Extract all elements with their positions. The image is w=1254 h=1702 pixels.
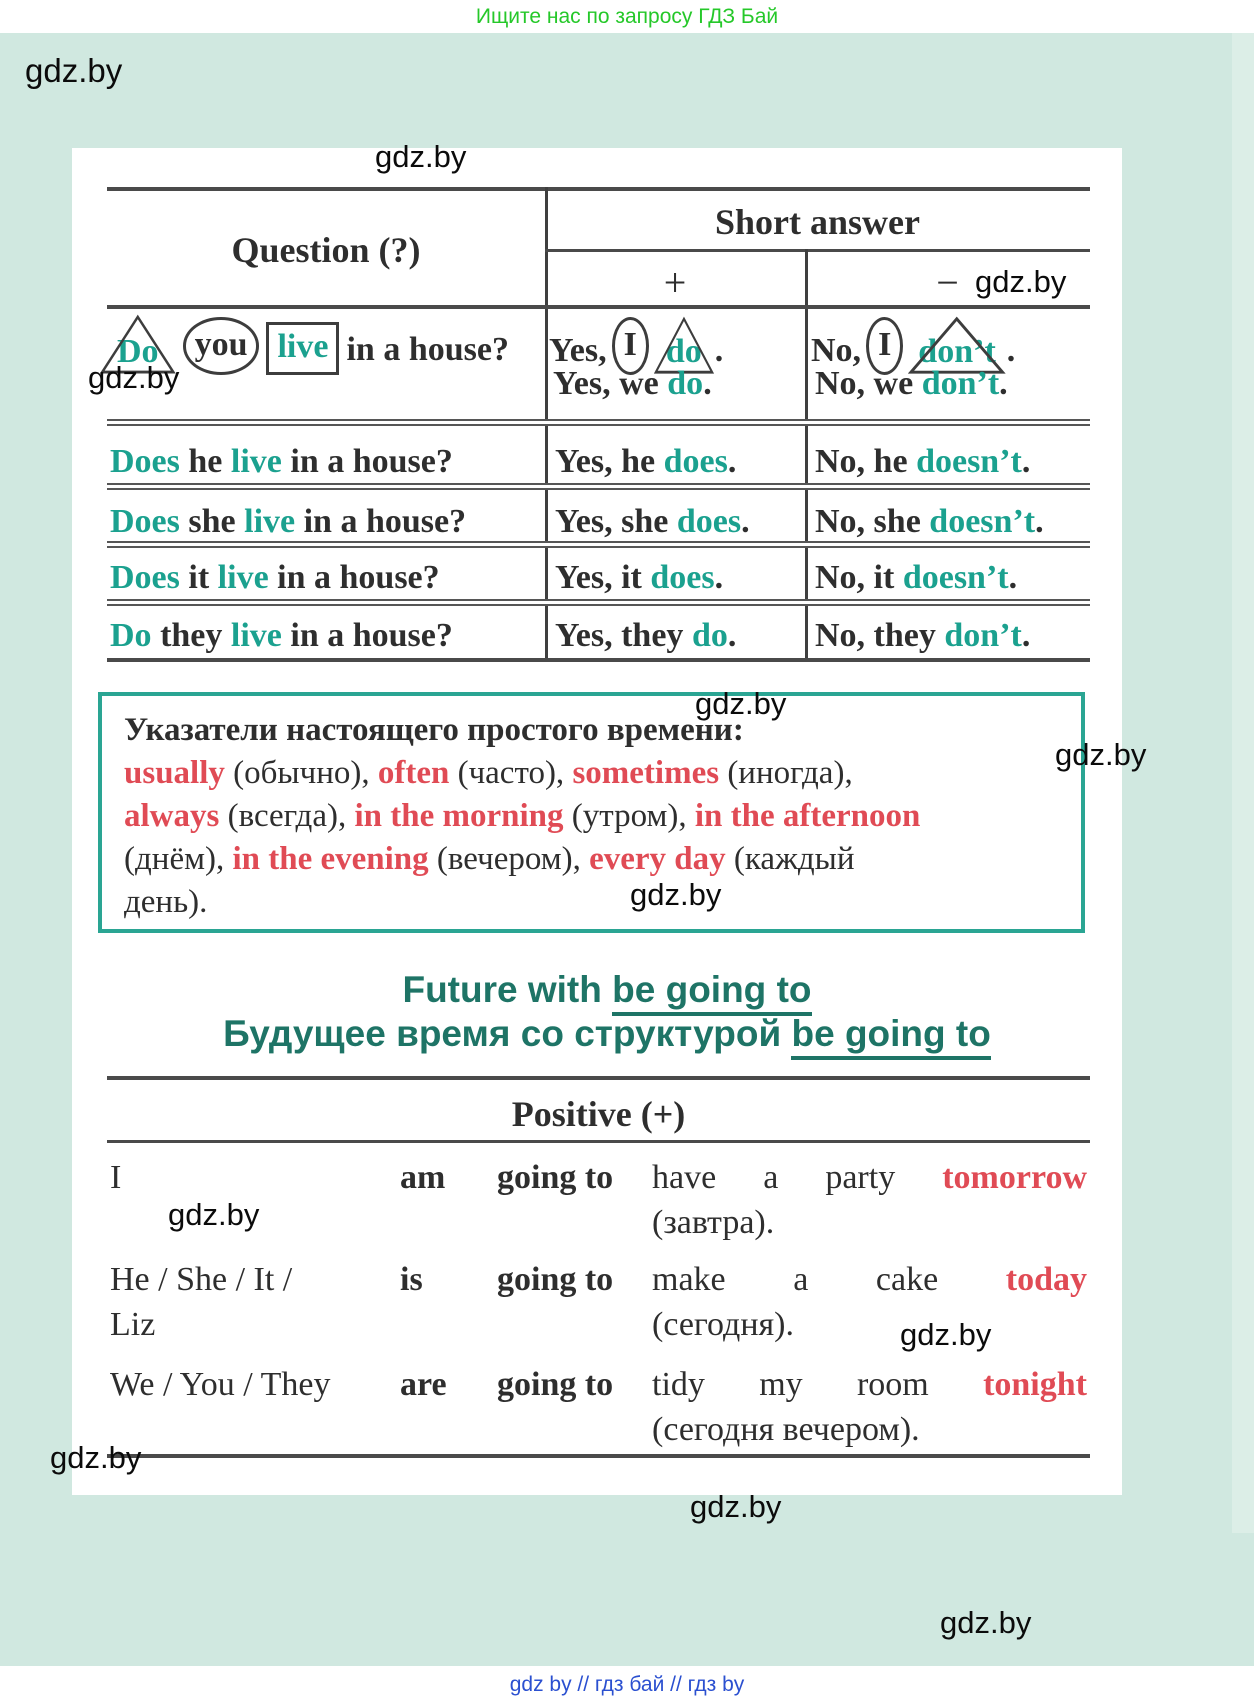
verb-word: live — [244, 503, 296, 540]
marker-word: in the morning — [354, 798, 564, 834]
table-row-separator — [107, 419, 1090, 426]
subject-word: she — [179, 503, 245, 540]
marker-word: every day — [589, 841, 726, 877]
gdz-watermark: gdz.by — [690, 1489, 782, 1524]
marker-word: often — [377, 755, 450, 791]
short-answer-header: Short answer — [715, 202, 920, 242]
marker-translation: (обычно), — [224, 755, 378, 791]
verb-word: does — [663, 443, 728, 480]
period: . — [1021, 443, 1031, 480]
heading-underlined: be going to — [612, 969, 811, 1016]
period: . — [1035, 503, 1044, 540]
positive-going-to: going to — [497, 1159, 614, 1196]
predicate-word: have — [652, 1159, 717, 1196]
verb-word: live — [230, 617, 282, 654]
gdz-watermark: gdz.by — [900, 1317, 992, 1352]
marker-translation: (часто), — [449, 755, 573, 791]
marker-translation: (утром), — [563, 798, 695, 834]
subject-word: they — [151, 617, 231, 654]
page-card — [72, 148, 1122, 1495]
qa-row1-no-line2 — [815, 362, 1008, 406]
period: . — [741, 503, 750, 540]
predicate-word: a — [793, 1261, 809, 1298]
period: . — [1021, 617, 1031, 654]
banner-text: Ищите нас по запросу ГДЗ Бай — [475, 5, 779, 28]
marker-word: in the evening — [232, 841, 429, 877]
heading-text: Future with — [402, 969, 613, 1010]
positive-subject: He / She / It / — [110, 1261, 293, 1298]
marker-word: usually — [124, 755, 225, 791]
gdz-watermark: gdz.by — [88, 360, 180, 395]
aux-word: Do — [117, 333, 159, 370]
plus-header: + — [663, 260, 687, 305]
gdz-watermark: gdz.by — [375, 139, 467, 174]
verb-word: live — [277, 328, 329, 365]
predicate-word: tidy — [652, 1366, 705, 1403]
period: . — [714, 332, 724, 369]
gdz-watermark: gdz.by — [25, 52, 123, 89]
answer-pre: No, he — [815, 443, 917, 480]
question-rest: in a house? — [268, 559, 440, 596]
time-word: today — [1005, 1261, 1087, 1298]
positive-going-to: going to — [497, 1366, 614, 1403]
qa-row-question — [110, 500, 466, 544]
qa-row-yes — [555, 500, 750, 544]
positive-header: Positive (+) — [511, 1094, 686, 1134]
period: . — [703, 365, 712, 402]
marker-translation: (каждый — [725, 841, 855, 877]
footer-bar — [0, 1666, 1254, 1702]
qa-row-no — [815, 500, 1044, 544]
verb-word: doesn’t — [902, 559, 1009, 596]
predicate-word: make — [652, 1261, 726, 1298]
positive-going-to: going to — [497, 1261, 614, 1298]
predicate-word: a — [763, 1159, 779, 1196]
gdz-watermark: gdz.by — [1055, 737, 1147, 772]
answer-pre: Yes, she — [555, 503, 677, 540]
verb-word: do — [667, 365, 704, 402]
subject-word: you — [194, 326, 248, 363]
question-header: Question (?) — [231, 230, 421, 270]
minus-header: − — [936, 260, 959, 305]
verb-word: don’t — [918, 333, 996, 370]
markers-line — [124, 752, 1081, 795]
qa-row-no — [815, 556, 1017, 600]
answer-pre: No, it — [815, 559, 903, 596]
future-heading-en — [107, 968, 1107, 1012]
qa-row-yes — [555, 440, 736, 484]
positive-subject: We / You / They — [110, 1366, 331, 1403]
table-row-separator — [107, 599, 1090, 606]
answer-pre: No, they — [815, 617, 945, 654]
aux-word: Does — [110, 559, 180, 596]
gdz-watermark: gdz.by — [975, 264, 1067, 299]
qa-row-yes — [555, 556, 723, 600]
time-word: tomorrow — [942, 1159, 1087, 1196]
period: . — [727, 443, 737, 480]
verb-word: does — [676, 503, 742, 540]
markers-title: Указатели настоящего простого времени: — [124, 712, 744, 748]
answer-pre: No, she — [815, 503, 930, 540]
positive-predicate — [652, 1363, 1087, 1407]
answer-pre: Yes, they — [555, 617, 692, 654]
predicate-word: cake — [875, 1261, 939, 1298]
question-rest: in a house? — [281, 443, 453, 480]
qa-row-yes — [555, 614, 736, 658]
short-answer-underline — [545, 249, 1090, 252]
marker-word: always — [124, 798, 220, 834]
gdz-watermark: gdz.by — [630, 877, 722, 912]
answer-pre: Yes, it — [555, 559, 651, 596]
qa-row-question — [110, 556, 440, 600]
positive-header-line — [107, 1140, 1090, 1143]
verb-word: live — [230, 443, 282, 480]
positive-bottom-line — [107, 1454, 1090, 1458]
qa-row-no — [815, 614, 1030, 658]
table-row-separator — [107, 483, 1090, 490]
rect-shape — [266, 322, 339, 375]
answer-pre: No, we — [815, 365, 922, 402]
positive-top-line — [107, 1076, 1090, 1080]
heading-underlined: be going to — [791, 1013, 990, 1060]
positive-translation: (сегодня). — [652, 1306, 794, 1343]
period: . — [714, 559, 724, 596]
positive-predicate — [652, 1156, 1087, 1200]
subject-word: it — [179, 559, 218, 596]
predicate-word: room — [856, 1366, 929, 1403]
positive-verb: are — [400, 1366, 447, 1403]
predicate-word: my — [759, 1366, 803, 1403]
positive-subject: I — [110, 1159, 122, 1196]
gdz-watermark: gdz.by — [940, 1605, 1032, 1640]
markers-line — [124, 795, 1081, 838]
verb-word: don’t — [944, 617, 1022, 654]
verb-word: don’t — [921, 365, 1000, 402]
time-word: tonight — [983, 1366, 1087, 1403]
markers-line — [124, 838, 1081, 881]
qa-row1-yes-line2 — [553, 362, 712, 406]
answer-pre: Yes, he — [555, 443, 664, 480]
aux-word: Do — [110, 617, 152, 654]
verb-word: do — [665, 333, 702, 370]
heading-text: Будущее время со структурой — [223, 1013, 792, 1054]
qa-row-question — [110, 614, 453, 658]
predicate-word: party — [825, 1159, 896, 1196]
page-edge-strip — [1232, 33, 1254, 1533]
table-bottom-line — [107, 658, 1090, 662]
top-banner — [0, 0, 1254, 33]
period: . — [1006, 332, 1016, 369]
verb-word: does — [650, 559, 715, 596]
marker-translation: (вечером), — [428, 841, 590, 877]
footer-links: gdz by // гдз бай // гдз by — [509, 1673, 745, 1696]
period: . — [1008, 559, 1018, 596]
marker-translation: (днём), — [124, 841, 233, 877]
circle-shape — [183, 317, 260, 375]
marker-word: sometimes — [572, 755, 720, 791]
question-rest: in a house? — [281, 617, 453, 654]
future-heading-ru — [107, 1012, 1107, 1056]
verb-word: live — [217, 559, 269, 596]
gdz-watermark: gdz.by — [168, 1197, 260, 1232]
aux-word: Does — [110, 503, 180, 540]
verb-word: do — [691, 617, 728, 654]
subject-word: he — [179, 443, 231, 480]
answer-pre: Yes, we — [553, 365, 668, 402]
period: . — [727, 617, 737, 654]
positive-verb: am — [400, 1159, 446, 1196]
verb-word: doesn’t — [929, 503, 1036, 540]
gdz-watermark: gdz.by — [50, 1440, 142, 1475]
marker-translation: (иногда), — [719, 755, 853, 791]
marker-translation: (всегда), — [219, 798, 355, 834]
time-markers-box — [98, 692, 1085, 933]
positive-subject-line2: Liz — [110, 1306, 156, 1343]
table-top-line — [107, 187, 1090, 191]
answer-pre: Yes, — [549, 332, 607, 369]
markers-line — [124, 881, 1081, 924]
positive-translation: (завтра). — [652, 1204, 775, 1241]
answer-pre: No, — [811, 332, 862, 369]
positive-predicate — [652, 1258, 1087, 1302]
pronoun-word: I — [878, 326, 892, 363]
question-rest: in a house? — [346, 331, 509, 368]
verb-word: doesn’t — [916, 443, 1022, 480]
positive-translation: (сегодня вечером). — [652, 1411, 920, 1448]
marker-translation: день). — [124, 884, 208, 920]
question-rest: in a house? — [295, 503, 467, 540]
marker-word: in the afternoon — [694, 798, 921, 834]
pronoun-word: I — [623, 326, 637, 363]
qa-row-question — [110, 440, 453, 484]
gdz-watermark: gdz.by — [695, 686, 787, 721]
positive-verb: is — [400, 1261, 423, 1298]
qa-row-no — [815, 440, 1030, 484]
aux-word: Does — [110, 443, 180, 480]
period: . — [999, 365, 1008, 402]
